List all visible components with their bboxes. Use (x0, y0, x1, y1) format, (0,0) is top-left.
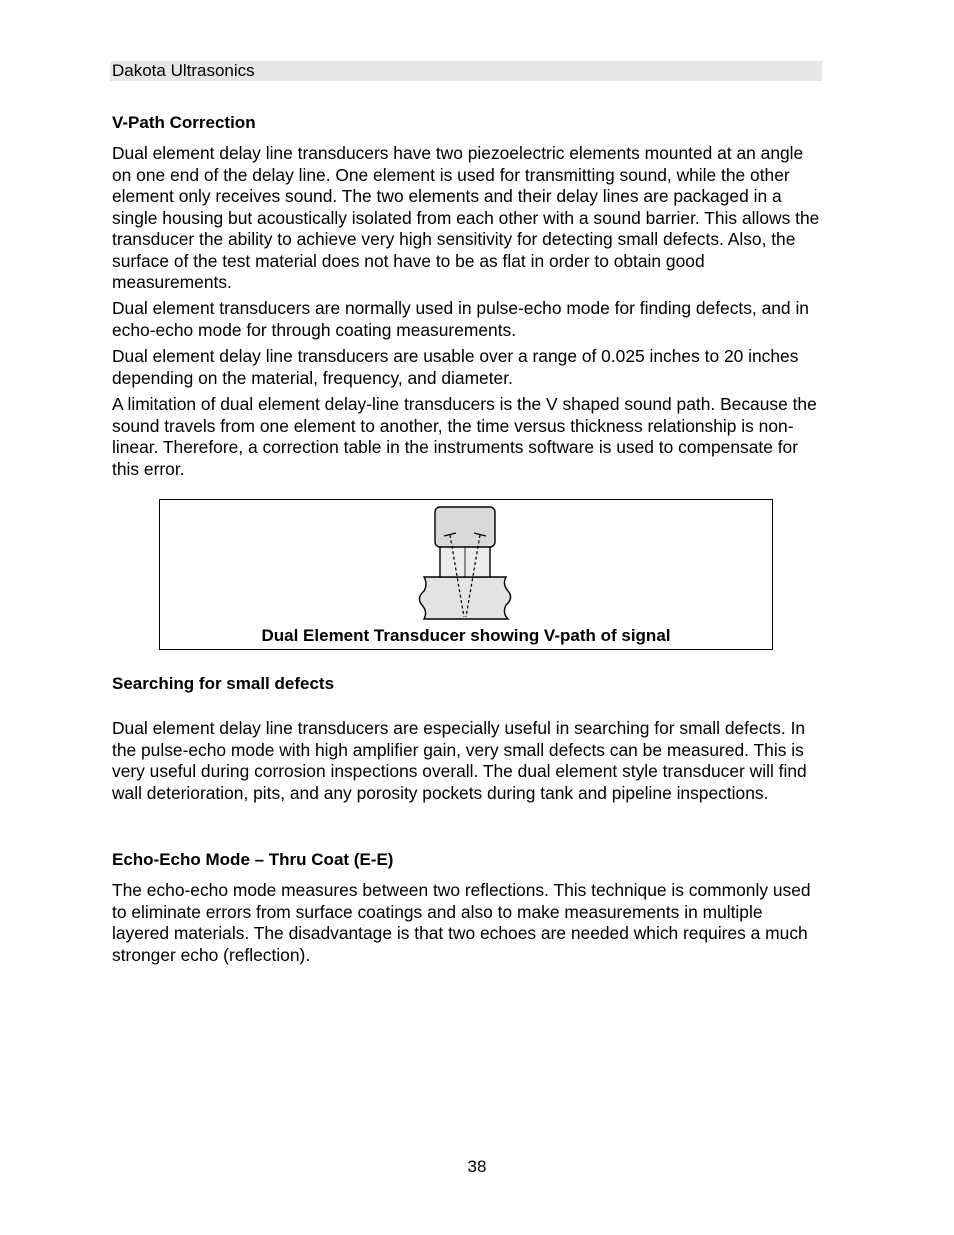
test-material-shape (419, 577, 510, 619)
paragraph-echo-echo-1: The echo-echo mode measures between two reflections. This technique is commonly used to eliminate errors from surface coatings and also to make measurements in multiple layered materials. The disadvantage is that two echoes are needed which requires a much stronger echo (reflection). (112, 880, 811, 965)
paragraph-vpath-3: Dual element delay line transducers are usable over a range of 0.025 inches to 20 inches depending on the material, frequency, and diameter. (112, 346, 799, 388)
heading-searching-small-defects: Searching for small defects (112, 674, 335, 693)
page-number: 38 (467, 1157, 487, 1176)
heading-echo-echo-mode: Echo-Echo Mode – Thru Coat (E-E) (112, 850, 394, 869)
paragraph-vpath-1: Dual element delay line transducers have two piezoelectric elements mounted at an angle on one end of the delay line. One element is used for transmitting sound, while the other element only receives sound. The two elements and their delay lines are packaged in a single housing but acoustically isolated from each other with a sound barrier. This allows the transducer the ability to achieve very high sensitivity for detecting small defects. Also, the surface of the test material does not have to be as flat in order to obtain good measurements. (112, 143, 820, 292)
transducer-housing-shape (435, 507, 495, 547)
transducer-diagram (418, 505, 518, 625)
paragraph-small-defects-1: Dual element delay line transducers are especially useful in searching for small defects. In the pulse-echo mode with high amplifier gain, very small defects can be measured. This is very useful during corrosion inspections overall. The dual element style transducer will find wall deterioration, pits, and any porosity pockets during tank and pipeline inspections. (112, 718, 807, 803)
heading-v-path-correction: V-Path Correction (112, 113, 256, 132)
figure-dual-element-transducer (159, 499, 773, 650)
figure-caption: Dual Element Transducer showing V-path of signal (261, 626, 671, 645)
running-header: Dakota Ultrasonics (110, 61, 822, 81)
paragraph-vpath-4: A limitation of dual element delay-line transducers is the V shaped sound path. Because the sound travels from one element to another, the time versus thickness relationship is non-linear. Therefore, a correction table in the instruments software is used to compensate for this error. (112, 394, 817, 479)
paragraph-vpath-2: Dual element transducers are normally used in pulse-echo mode for finding defects, and in echo-echo mode for through coating measurements. (112, 298, 809, 340)
